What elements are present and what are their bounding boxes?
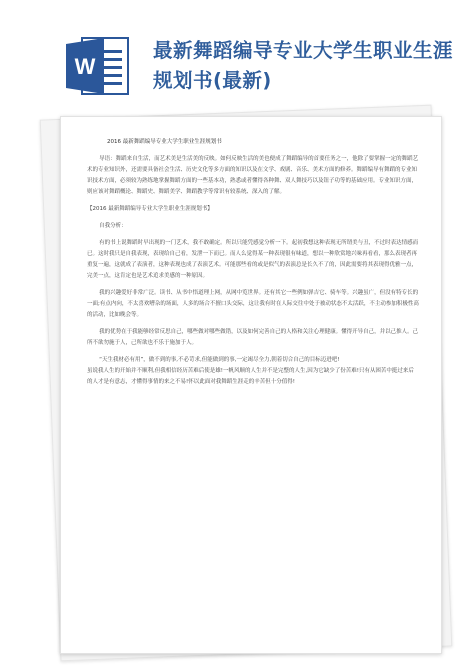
paragraph-3: 我的优势在于我能够经常反思自己，哪些做对哪些做错，以及如何完善自己的人格和关注心理健康。懂得开导自己，并以己推人。己所不欲勿施于人，己所欲也不乐于施加于人。 [87, 329, 419, 346]
document-page [60, 116, 442, 654]
word-document-icon [64, 30, 134, 100]
paragraph-2: 我的兴趣爱好非常广泛。读书、从书中悟道理上网，从网中览世界。还有其它一些例如弹吉它、骑车等。兴趣虽广，但没有特专长的一面;有点内向，不太喜欢嘈杂的场面，人多的场合不擅口头交际，这让我有时在人际交往中处于被动状态不太活跃，不主动参加积极性高的活动，比如晚会等。 [87, 290, 419, 318]
self-analysis-label: 自我分析： [99, 223, 127, 229]
quote-line: “天生我材必有用”，做不到的事,不必苛求,但能做到的事,一定竭尽全力,朝着切合自己的目标迈进吧! [99, 357, 340, 363]
paragraph-1: 有的书上说舞蹈时早出现的一门艺术，我不敢确定。所以只能凭感觉分析一下。起初我想这种表现无所谓美与丑，不过时表达情感而已。这时我只是自我表现，表现给自己看，发泄一下而已。而人么觉得某一种表现很有味道，想以一种欣赏地兴味再看看，那么表现者再重复一遍，这就成了表演者，这种表现也成了表演艺术。可能那些看的或是似气的表演总是长久不了的，因此需要将其表现得优雅一点，完美一点，这肯定也是艺术追求美感的一种原因。 [87, 240, 419, 279]
intro-paragraph: 导语：舞蹈来自生活，而艺术美是生活美的反映。如何反映生活的美也便成了舞蹈编导的首要任务之一，他除了要掌握一定的舞蹈艺术的专业知识外，还需要具备社会生活、历史文化等多方面的知识以及在文学、戏剧、音乐、美术方面的修养。舞蹈编导有舞蹈的专业知识技术方面，必须较为熟练地掌握舞蹈方面的一些基本功，熟悉或者懂得各种舞、双人舞技巧以及钮子功等的基础应用。专业知识方面，则应该对舞蹈概论、舞蹈史、舞蹈美学、舞蹈教学等常识有较系统、深入的了解。 [87, 156, 419, 195]
quote-tail: 虽说我人生的开始并不顺利,但我相信经历苦难后使是雄!一帆风顺的人生并不是完整的人生,因为它缺少了份苦难!只有从困苦中挺过来后的人才是有意志，才懂得事情的来之不易!怀以此面对我舞蹈生涯走的辛苦但十分值得! [87, 368, 414, 385]
page-title: 最新舞蹈编导专业大学生职业生涯规划书(最新) [153, 39, 454, 92]
document-body [87, 137, 419, 392]
svg-text:W: W [74, 54, 96, 79]
document-heading: 2016 最新舞蹈编导专业大学生职业生涯规划书 [107, 139, 222, 145]
section-title: 【2016 最新舞蹈编导专业大学生职业生涯规划书】 [87, 206, 213, 212]
